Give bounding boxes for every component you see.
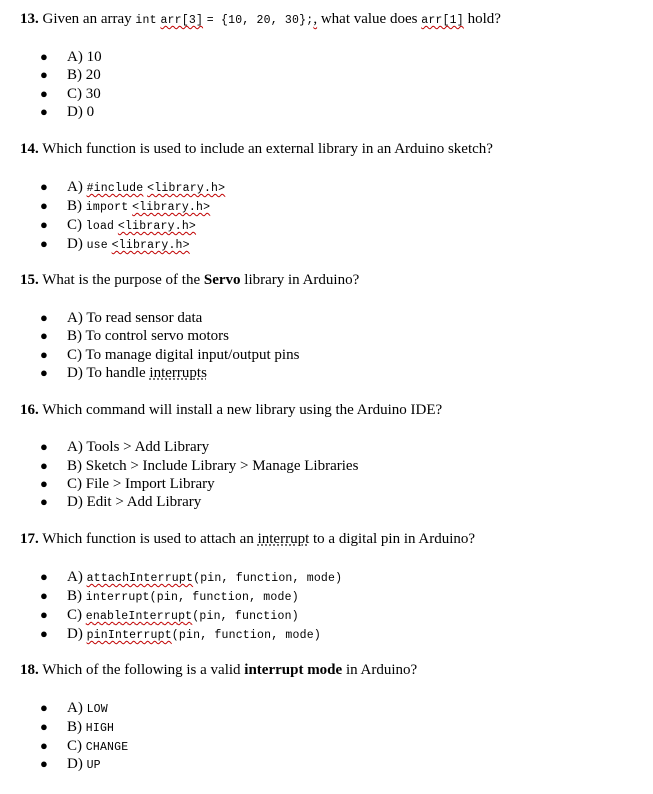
option-label: C) bbox=[67, 217, 82, 233]
code-arguments: (pin, function, mode) bbox=[193, 572, 343, 585]
option-text: To control servo motors bbox=[85, 328, 229, 344]
code-arguments: (pin, function) bbox=[192, 610, 299, 623]
option-label: B) bbox=[67, 458, 82, 474]
bullet-icon: ● bbox=[40, 439, 48, 454]
question-13 bbox=[20, 10, 501, 30]
option-label: D) bbox=[67, 236, 83, 252]
option-label: C) bbox=[67, 738, 82, 754]
underlined-term: interrupts bbox=[149, 365, 207, 381]
code-argument: <library.h> bbox=[111, 239, 190, 252]
bullet-icon: ● bbox=[40, 198, 48, 213]
question-number: 15. bbox=[20, 272, 39, 288]
option-text: Edit > Add Library bbox=[86, 494, 202, 510]
code-constant: LOW bbox=[86, 703, 108, 716]
code-function: pinInterrupt bbox=[86, 629, 172, 642]
option-label: A) bbox=[67, 700, 83, 716]
code-function: interrupt bbox=[85, 591, 150, 604]
option-label: C) bbox=[67, 476, 82, 492]
code-keyword: import bbox=[85, 201, 129, 214]
underlined-term: interrupt bbox=[257, 531, 310, 547]
code-arguments: (pin, function, mode) bbox=[149, 591, 299, 604]
question-number: 18. bbox=[20, 662, 39, 678]
bullet-icon: ● bbox=[40, 719, 48, 734]
code-constant: CHANGE bbox=[85, 741, 129, 754]
bullet-icon: ● bbox=[40, 756, 48, 771]
bullet-icon: ● bbox=[40, 67, 48, 82]
question-text: hold? bbox=[467, 11, 501, 27]
question-text: What is the purpose of the bbox=[42, 272, 201, 288]
option-text: 30 bbox=[85, 86, 101, 102]
code-function: attachInterrupt bbox=[86, 572, 194, 585]
question-number: 13. bbox=[20, 11, 39, 27]
option-label: A) bbox=[67, 49, 83, 65]
bullet-icon: ● bbox=[40, 607, 48, 622]
question-text: Which function is used to attach an bbox=[42, 531, 254, 547]
code-function: enableInterrupt bbox=[85, 610, 193, 623]
code-keyword: load bbox=[85, 220, 115, 233]
question-text: library in Arduino? bbox=[244, 272, 360, 288]
question-emphasis: Servo bbox=[203, 272, 241, 288]
option-text: 20 bbox=[85, 67, 101, 83]
bullet-icon: ● bbox=[40, 49, 48, 64]
code-snippet: = {10, 20, 30}; bbox=[206, 14, 314, 27]
bullet-icon: ● bbox=[40, 86, 48, 101]
code-constant: HIGH bbox=[85, 722, 115, 735]
option-text: Sketch > Include Library > Manage Libraries bbox=[85, 458, 359, 474]
question-number: 17. bbox=[20, 531, 39, 547]
bullet-icon: ● bbox=[40, 476, 48, 491]
option-label: B) bbox=[67, 328, 82, 344]
question-17 bbox=[20, 530, 475, 548]
bullet-icon: ● bbox=[40, 365, 48, 380]
option-text: Tools > Add Library bbox=[86, 439, 210, 455]
question-18 bbox=[20, 661, 417, 679]
bullet-icon: ● bbox=[40, 347, 48, 362]
bullet-icon: ● bbox=[40, 626, 48, 641]
option-text: To read sensor data bbox=[86, 310, 203, 326]
code-keyword: #include bbox=[86, 182, 144, 195]
bullet-icon: ● bbox=[40, 328, 48, 343]
option-text: To manage digital input/output pins bbox=[85, 347, 300, 363]
option-text: File > Import Library bbox=[85, 476, 215, 492]
question-text: to a digital pin in Arduino? bbox=[313, 531, 476, 547]
option-label: B) bbox=[67, 719, 82, 735]
separator: , bbox=[313, 11, 318, 27]
option-label: B) bbox=[67, 67, 82, 83]
question-16 bbox=[20, 401, 442, 419]
question-text: Which command will install a new library using the Arduino IDE? bbox=[42, 402, 443, 418]
code-snippet: arr[1] bbox=[421, 14, 464, 27]
option-label: A) bbox=[67, 179, 83, 195]
option-label: B) bbox=[67, 198, 82, 214]
option-label: C) bbox=[67, 347, 82, 363]
code-argument: <library.h> bbox=[147, 182, 226, 195]
question-text: Which of the following is a valid bbox=[42, 662, 241, 678]
option-label: D) bbox=[67, 104, 83, 120]
question-text: Which function is used to include an external library in an Arduino sketch? bbox=[42, 141, 493, 157]
bullet-icon: ● bbox=[40, 310, 48, 325]
question-number: 14. bbox=[20, 141, 39, 157]
code-snippet: int bbox=[135, 14, 157, 27]
option-label: D) bbox=[67, 756, 83, 772]
option-text: 10 bbox=[86, 49, 102, 65]
question-14 bbox=[20, 140, 493, 158]
option-label: A) bbox=[67, 439, 83, 455]
option-text: 0 bbox=[86, 104, 95, 120]
question-15 bbox=[20, 271, 359, 289]
option-text: To handle bbox=[86, 365, 146, 381]
option-label: B) bbox=[67, 588, 82, 604]
bullet-icon: ● bbox=[40, 494, 48, 509]
option-label: C) bbox=[67, 86, 82, 102]
option-label: A) bbox=[67, 310, 83, 326]
question-text: in Arduino? bbox=[345, 662, 418, 678]
bullet-icon: ● bbox=[40, 458, 48, 473]
option-label: D) bbox=[67, 365, 83, 381]
code-argument: <library.h> bbox=[132, 201, 211, 214]
question-emphasis: interrupt mode bbox=[244, 662, 343, 678]
bullet-icon: ● bbox=[40, 700, 48, 715]
bullet-icon: ● bbox=[40, 104, 48, 119]
code-snippet: arr[3] bbox=[160, 14, 204, 27]
bullet-icon: ● bbox=[40, 236, 48, 251]
bullet-icon: ● bbox=[40, 179, 48, 194]
question-text: what value does bbox=[320, 11, 418, 27]
code-constant: UP bbox=[86, 759, 101, 772]
code-argument: <library.h> bbox=[117, 220, 197, 233]
bullet-icon: ● bbox=[40, 217, 48, 232]
option-label: C) bbox=[67, 607, 82, 623]
code-keyword: use bbox=[86, 239, 108, 252]
option-label: D) bbox=[67, 626, 83, 642]
question-text: Given an array bbox=[42, 11, 132, 27]
bullet-icon: ● bbox=[40, 588, 48, 603]
bullet-icon: ● bbox=[40, 738, 48, 753]
code-arguments: (pin, function, mode) bbox=[171, 629, 321, 642]
option-label: D) bbox=[67, 494, 83, 510]
bullet-icon: ● bbox=[40, 569, 48, 584]
option-label: A) bbox=[67, 569, 83, 585]
question-number: 16. bbox=[20, 402, 39, 418]
